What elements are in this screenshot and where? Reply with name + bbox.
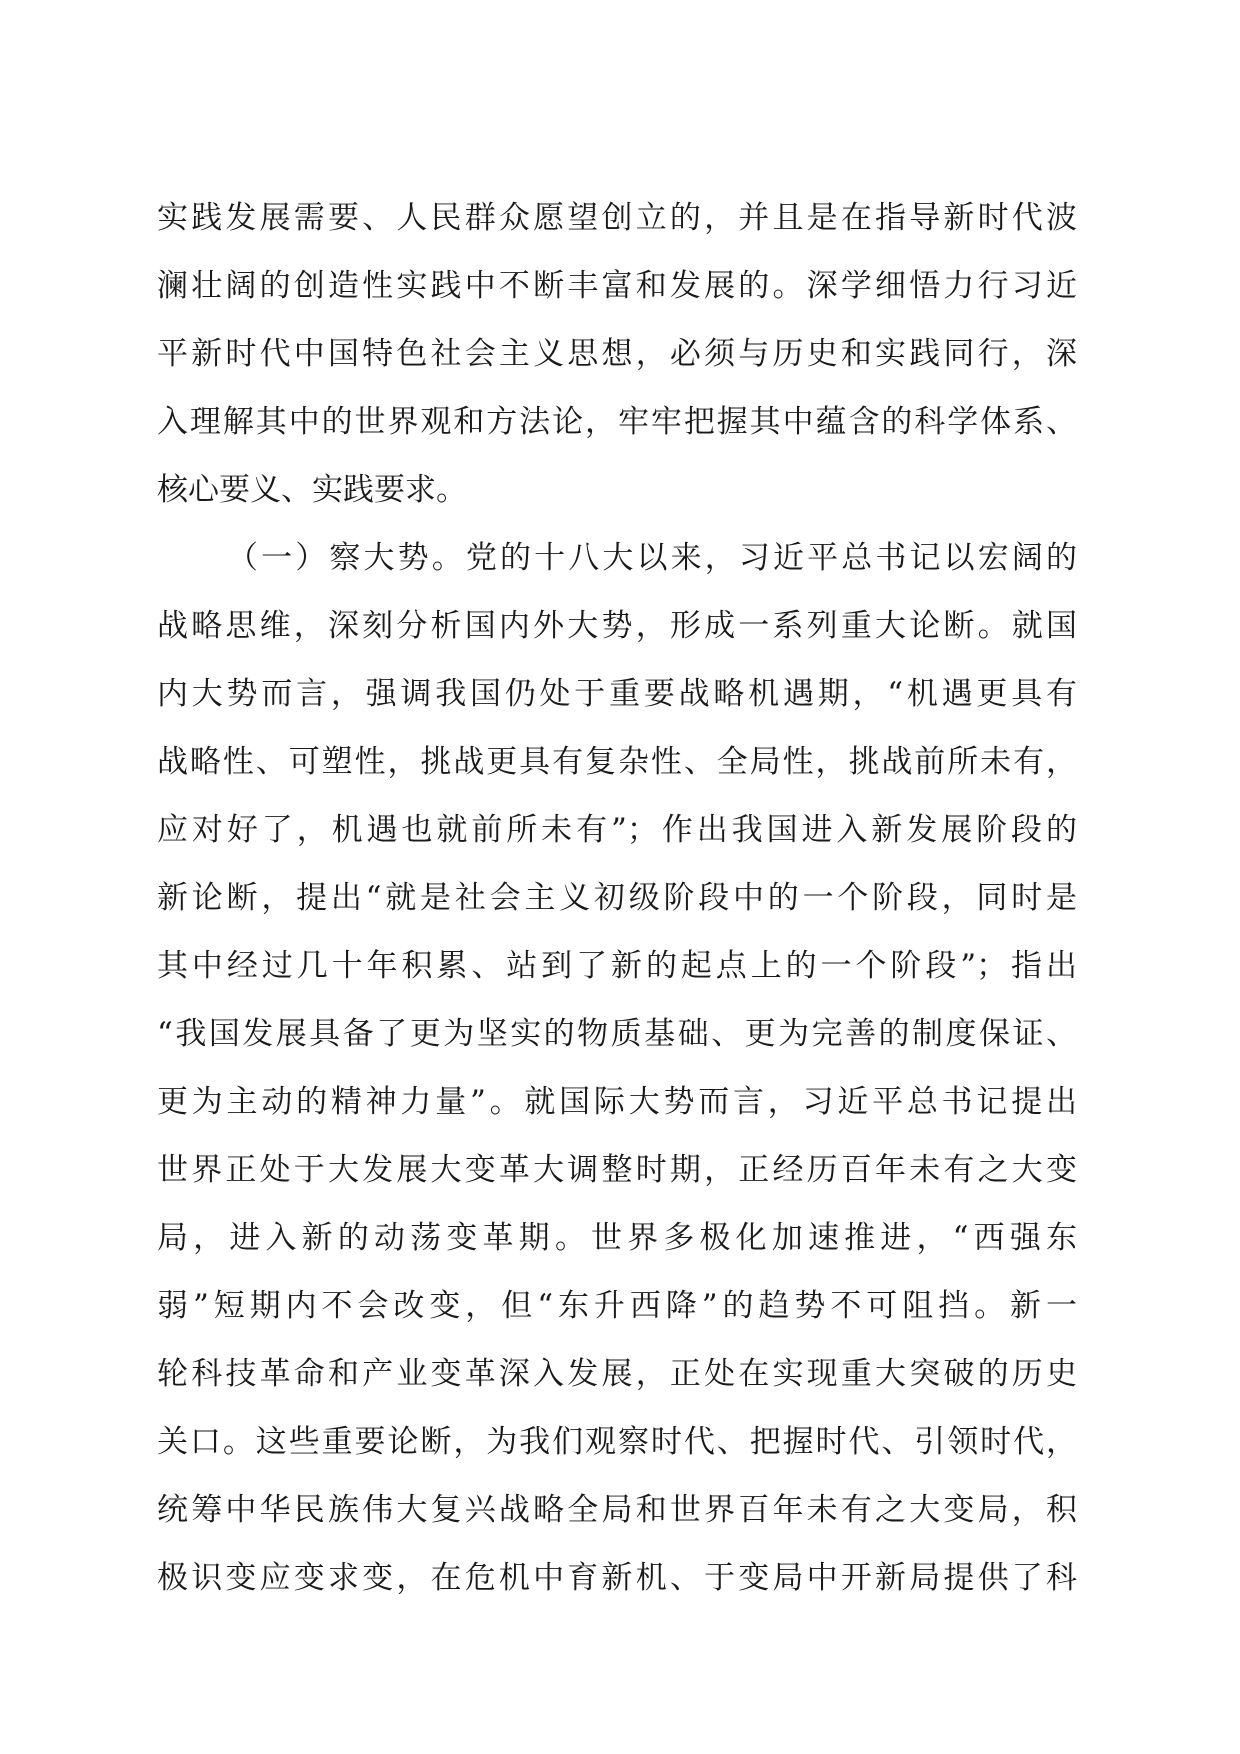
text-line: 极识变应变求变，在危机中育新机、于变局中开新局提供了科 [157,1560,1077,1596]
text-line: 战略性、可塑性，挑战更具有复杂性、全局性，挑战前所未有， [157,744,1077,780]
text-line: 入理解其中的世界观和方法论，牢牢把握其中蕴含的科学体系、 [157,404,1077,440]
text-line: 核心要义、实践要求。 [157,472,467,508]
text-line: “我国发展具备了更为坚实的物质基础、更为完善的制度保证、 [157,1016,1077,1052]
text-line: 弱”短期内不会改变，但“东升西降”的趋势不可阻挡。新一 [157,1288,1077,1324]
text-line: 关口。这些重要论断，为我们观察时代、把握时代、引领时代， [157,1424,1077,1460]
text-line: 新论断，提出“就是社会主义初级阶段中的一个阶段，同时是 [157,880,1077,916]
text-line: 战略思维，深刻分析国内外大势，形成一系列重大论断。就国 [157,608,1077,644]
text-line: 内大势而言，强调我国仍处于重要战略机遇期，“机遇更具有 [157,676,1077,712]
text-line: 平新时代中国特色社会主义思想，必须与历史和实践同行，深 [157,336,1077,372]
text-line: 统筹中华民族伟大复兴战略全局和世界百年未有之大变局，积 [157,1492,1077,1528]
text-line: 实践发展需要、人民群众愿望创立的，并且是在指导新时代波 [157,200,1077,236]
text-line: 应对好了，机遇也就前所未有”；作出我国进入新发展阶段的 [157,812,1077,848]
text-line: 其中经过几十年积累、站到了新的起点上的一个阶段”；指出 [157,948,1077,984]
section-heading-line: （一）察大势。党的十八大以来，习近平总书记以宏阔的 [227,540,1077,576]
text-line: 世界正处于大发展大变革大调整时期，正经历百年未有之大变 [157,1152,1077,1188]
document-body [157,184,1077,1612]
text-line: 澜壮阔的创造性实践中不断丰富和发展的。深学细悟力行习近 [157,268,1077,304]
text-line: 轮科技革命和产业变革深入发展，正处在实现重大突破的历史 [157,1356,1077,1392]
text-line: 更为主动的精神力量”。就国际大势而言，习近平总书记提出 [157,1084,1077,1120]
text-line: 局，进入新的动荡变革期。世界多极化加速推进，“西强东 [157,1220,1077,1256]
